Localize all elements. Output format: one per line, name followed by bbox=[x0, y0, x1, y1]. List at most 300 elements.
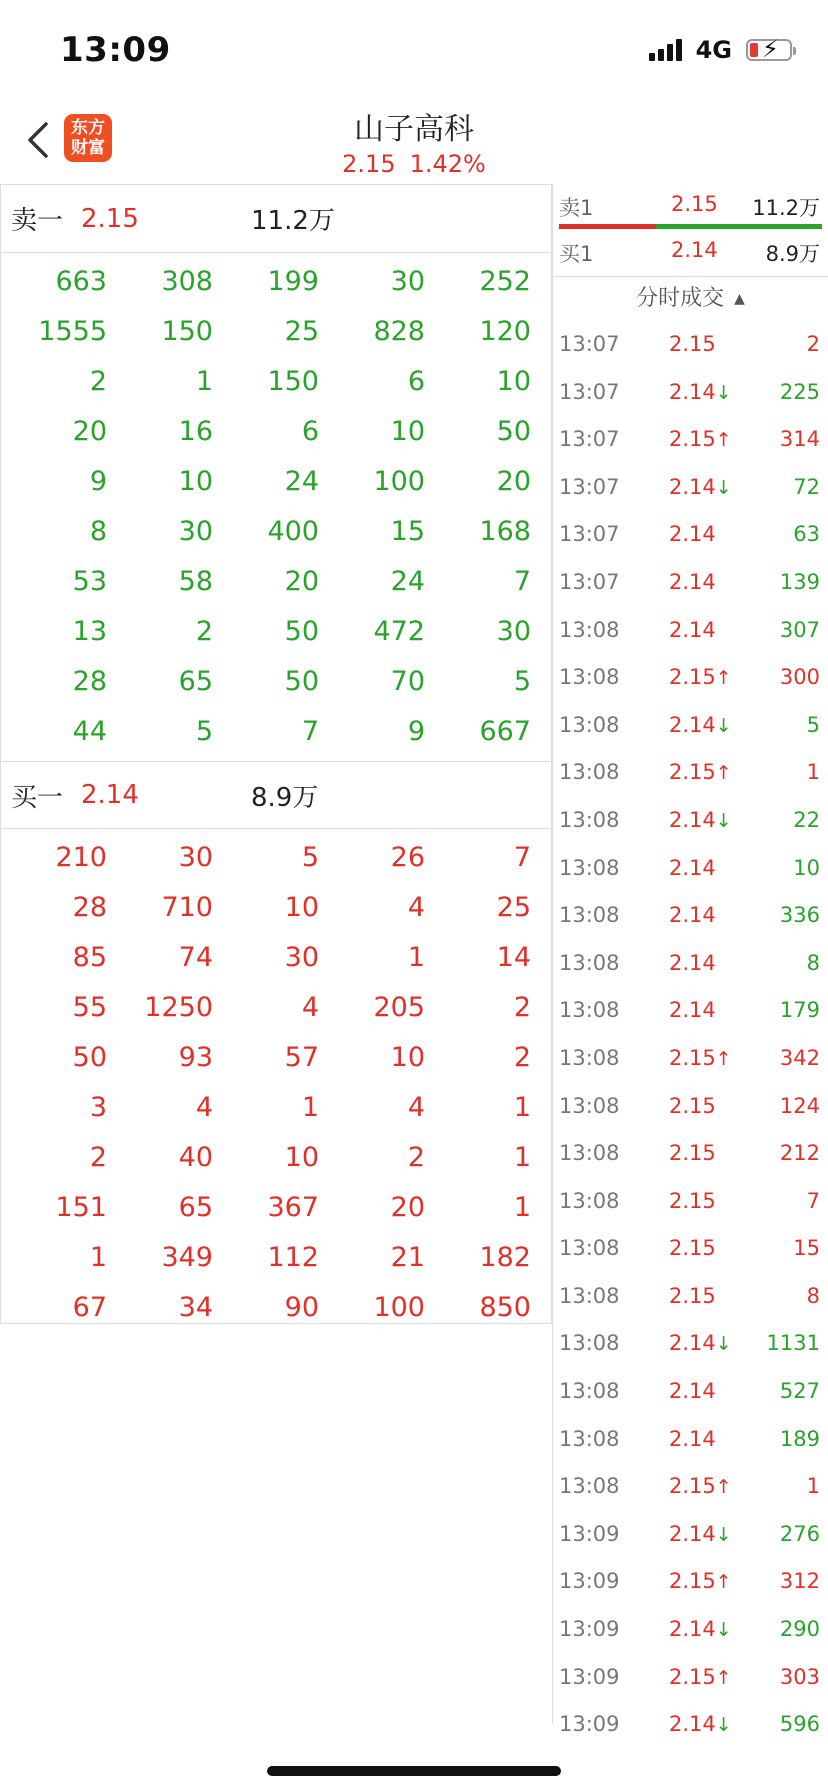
logo-text-line2: 财富 bbox=[71, 138, 105, 158]
tick-volume: 63 bbox=[793, 522, 820, 547]
sell-queue-cell: 150 bbox=[161, 316, 213, 347]
sell-queue-row bbox=[1, 457, 551, 507]
tick-volume: 336 bbox=[779, 903, 820, 928]
buy-queue-row bbox=[1, 1183, 551, 1233]
tick-price bbox=[669, 1665, 732, 1689]
tick-price bbox=[669, 1427, 716, 1451]
sell-queue-cell: 15 bbox=[390, 516, 425, 547]
tick-volume: 276 bbox=[779, 1521, 820, 1546]
sell-queue-cell: 25 bbox=[284, 316, 319, 347]
ticks-title-button[interactable] bbox=[553, 276, 828, 320]
buy-queue-cell: 2 bbox=[513, 992, 531, 1023]
tick-row bbox=[553, 939, 828, 987]
buy-queue-cell: 57 bbox=[284, 1042, 319, 1073]
sell-queue-cell: 16 bbox=[178, 416, 213, 447]
tick-row bbox=[553, 1605, 828, 1653]
sell1-header bbox=[1, 185, 551, 253]
sell-queue-cell: 20 bbox=[496, 466, 531, 497]
tick-row bbox=[553, 796, 828, 844]
tick-price bbox=[669, 332, 716, 356]
buy1-price: 2.14 bbox=[81, 780, 139, 810]
buy-queue-cell: 182 bbox=[479, 1242, 531, 1273]
sell-queue-cell: 9 bbox=[89, 466, 107, 497]
buy-queue-cell: 26 bbox=[390, 842, 425, 873]
sell-queue-cell: 150 bbox=[267, 366, 319, 397]
sell-queue-cell: 9 bbox=[407, 716, 425, 747]
sell-queue-cell: 308 bbox=[161, 266, 213, 297]
sell-queue-row bbox=[1, 607, 551, 657]
tick-volume: 10 bbox=[793, 855, 820, 880]
tick-volume: 212 bbox=[779, 1141, 820, 1166]
tick-time: 13:09 bbox=[559, 1521, 620, 1546]
tick-volume: 5 bbox=[806, 712, 820, 737]
sell-queue-row bbox=[1, 707, 551, 757]
tick-price-value: 2.15 bbox=[669, 665, 716, 690]
battery-icon: ⚡ bbox=[746, 39, 792, 61]
tick-price bbox=[669, 1379, 716, 1403]
status-time: 13:09 bbox=[60, 30, 171, 70]
tick-price bbox=[669, 1569, 732, 1593]
sell-queue-cell: 53 bbox=[72, 566, 107, 597]
sell-queue-cell: 199 bbox=[267, 266, 319, 297]
buy1-label: 买一 bbox=[11, 782, 64, 813]
tick-price-value: 2.14 bbox=[669, 569, 716, 594]
tick-time: 13:09 bbox=[559, 1712, 620, 1737]
tick-volume: 8 bbox=[806, 950, 820, 975]
tick-time: 13:08 bbox=[559, 1426, 620, 1451]
buy-queue-cell: 367 bbox=[267, 1192, 319, 1223]
tick-time: 13:08 bbox=[559, 712, 620, 737]
tick-price bbox=[669, 713, 732, 737]
sell-queue-cell: 6 bbox=[407, 366, 425, 397]
buy-queue-cell: 93 bbox=[178, 1042, 213, 1073]
tick-price-value: 2.15 bbox=[669, 1569, 716, 1594]
sell-queue-cell: 1 bbox=[195, 366, 213, 397]
tick-volume: 2 bbox=[806, 332, 820, 356]
tick-volume: 7 bbox=[806, 1188, 820, 1213]
tick-volume: 290 bbox=[779, 1617, 820, 1642]
buy-queue-cell: 10 bbox=[390, 1042, 425, 1073]
sell-queue-cell: 6 bbox=[301, 416, 319, 447]
sell-queue-row bbox=[1, 557, 551, 607]
tick-price-value: 2.14 bbox=[669, 474, 716, 499]
buy-queue-cell: 28 bbox=[72, 892, 107, 923]
sell-queue-cell: 2 bbox=[195, 616, 213, 647]
ask1-label: 卖1 bbox=[559, 196, 594, 220]
tick-price bbox=[669, 1094, 716, 1118]
tick-volume: 300 bbox=[779, 665, 820, 690]
sell-queue-cell: 10 bbox=[178, 466, 213, 497]
ticks-panel bbox=[552, 184, 828, 1737]
tick-time: 13:07 bbox=[559, 379, 620, 404]
tick-price-value: 2.15 bbox=[669, 1045, 716, 1070]
tick-time: 13:07 bbox=[559, 569, 620, 594]
sell-queue bbox=[1, 253, 551, 757]
sell-queue-cell: 7 bbox=[513, 566, 531, 597]
tick-row bbox=[553, 1177, 828, 1225]
buy-queue-cell: 3 bbox=[89, 1092, 107, 1123]
tick-volume: 312 bbox=[779, 1569, 820, 1594]
tick-price-value: 2.14 bbox=[669, 903, 716, 928]
tick-row bbox=[553, 558, 828, 606]
tick-time: 13:08 bbox=[559, 617, 620, 642]
sell-queue-cell: 168 bbox=[479, 516, 531, 547]
tick-price bbox=[669, 1474, 732, 1498]
tick-row bbox=[553, 1653, 828, 1701]
tick-price-value: 2.14 bbox=[669, 1426, 716, 1451]
tick-price-value: 2.15 bbox=[669, 1664, 716, 1689]
buy-queue-cell: 85 bbox=[72, 942, 107, 973]
tick-time: 13:08 bbox=[559, 1379, 620, 1404]
tick-row bbox=[553, 1082, 828, 1130]
sell-queue-cell: 50 bbox=[284, 616, 319, 647]
tick-volume: 596 bbox=[779, 1712, 820, 1737]
arrow-up-icon: ↑ bbox=[715, 1476, 732, 1499]
buy-queue-cell: 55 bbox=[72, 992, 107, 1023]
buy1-header bbox=[1, 761, 551, 829]
tick-price-value: 2.14 bbox=[669, 617, 716, 642]
stock-name: 山子高科 bbox=[354, 112, 474, 147]
tick-price-value: 2.14 bbox=[669, 950, 716, 975]
sell-queue-cell: 828 bbox=[373, 316, 425, 347]
arrow-down-icon: ↓ bbox=[715, 1619, 732, 1642]
buy-queue-cell: 1 bbox=[301, 1092, 319, 1123]
buy-queue-cell: 14 bbox=[496, 942, 531, 973]
tick-price bbox=[669, 665, 732, 689]
buy-queue-cell: 100 bbox=[373, 1292, 425, 1323]
ask1-volume: 11.2万 bbox=[752, 196, 820, 220]
sell-queue-cell: 667 bbox=[479, 716, 531, 747]
buy-queue-row bbox=[1, 1083, 551, 1133]
sell-queue-cell: 2 bbox=[89, 366, 107, 397]
status-indicators bbox=[649, 36, 792, 64]
buy-queue-cell: 2 bbox=[89, 1142, 107, 1173]
buy-queue-cell: 1250 bbox=[144, 992, 213, 1023]
tick-volume: 225 bbox=[779, 379, 820, 404]
buy-queue-cell: 50 bbox=[72, 1042, 107, 1073]
tick-time: 13:08 bbox=[559, 1141, 620, 1166]
tick-price-value: 2.14 bbox=[669, 1712, 716, 1737]
arrow-down-icon: ↓ bbox=[715, 381, 732, 404]
tick-volume: 189 bbox=[779, 1426, 820, 1451]
tick-volume: 1 bbox=[806, 1474, 820, 1499]
sell-queue-cell: 252 bbox=[479, 266, 531, 297]
buy-queue-cell: 710 bbox=[161, 892, 213, 923]
tick-price bbox=[669, 951, 716, 975]
stock-header bbox=[0, 96, 828, 186]
tick-row bbox=[553, 844, 828, 892]
tick-price bbox=[669, 427, 732, 451]
buy-queue-cell: 20 bbox=[390, 1192, 425, 1223]
sell1-volume: 11.2万 bbox=[251, 206, 335, 236]
tick-price bbox=[669, 1141, 716, 1165]
buy-queue-cell: 2 bbox=[407, 1142, 425, 1173]
tick-price bbox=[669, 618, 716, 642]
tick-price-value: 2.14 bbox=[669, 1379, 716, 1404]
tick-price bbox=[669, 1189, 716, 1213]
buy-queue-cell: 4 bbox=[407, 1092, 425, 1123]
sell-queue-cell: 5 bbox=[195, 716, 213, 747]
buy-queue-cell: 65 bbox=[178, 1192, 213, 1223]
sell-queue-cell: 120 bbox=[479, 316, 531, 347]
buy-queue-cell: 1 bbox=[513, 1092, 531, 1123]
arrow-down-icon: ↓ bbox=[715, 1714, 732, 1737]
tick-row bbox=[553, 1700, 828, 1748]
buy-queue-cell: 25 bbox=[496, 892, 531, 923]
tick-volume: 124 bbox=[779, 1093, 820, 1118]
sell-queue-cell: 58 bbox=[178, 566, 213, 597]
tick-time: 13:09 bbox=[559, 1617, 620, 1642]
sell-queue-cell: 30 bbox=[496, 616, 531, 647]
buy-queue-cell: 850 bbox=[479, 1292, 531, 1323]
tick-time: 13:08 bbox=[559, 950, 620, 975]
tick-price-value: 2.14 bbox=[669, 1617, 716, 1642]
tick-price bbox=[669, 903, 716, 927]
sell-queue-cell: 10 bbox=[496, 366, 531, 397]
tick-row bbox=[553, 1224, 828, 1272]
buy-queue bbox=[1, 829, 551, 1333]
sell-queue-cell: 70 bbox=[390, 666, 425, 697]
bid1-price: 2.14 bbox=[671, 238, 718, 262]
sell-queue-row bbox=[1, 257, 551, 307]
tick-row bbox=[553, 463, 828, 511]
arrow-down-icon: ↓ bbox=[715, 1333, 732, 1356]
tick-price-value: 2.15 bbox=[669, 332, 716, 356]
buy-queue-row bbox=[1, 1033, 551, 1083]
buy-queue-cell: 5 bbox=[301, 842, 319, 873]
buy-queue-cell: 10 bbox=[284, 892, 319, 923]
ticks-list[interactable] bbox=[553, 320, 828, 1748]
tick-row bbox=[553, 1034, 828, 1082]
buy-queue-row bbox=[1, 833, 551, 883]
arrow-up-icon: ↑ bbox=[715, 1047, 732, 1070]
tick-time: 13:09 bbox=[559, 1569, 620, 1594]
tick-row bbox=[553, 606, 828, 654]
tick-row bbox=[553, 510, 828, 558]
tick-volume: 72 bbox=[793, 474, 820, 499]
tick-price bbox=[669, 998, 716, 1022]
buy-queue-cell: 4 bbox=[195, 1092, 213, 1123]
buy-queue-cell: 349 bbox=[161, 1242, 213, 1273]
tick-volume: 527 bbox=[779, 1379, 820, 1404]
buy-queue-row bbox=[1, 1283, 551, 1333]
buy-queue-cell: 1 bbox=[513, 1142, 531, 1173]
tick-volume: 8 bbox=[806, 1283, 820, 1308]
buy-queue-row bbox=[1, 1133, 551, 1183]
tick-price-value: 2.14 bbox=[669, 1521, 716, 1546]
tick-price bbox=[669, 522, 716, 546]
tick-volume: 303 bbox=[779, 1664, 820, 1689]
tick-volume: 139 bbox=[779, 569, 820, 594]
tick-row bbox=[553, 1462, 828, 1510]
tick-price bbox=[669, 1712, 732, 1736]
tick-price-value: 2.15 bbox=[669, 1188, 716, 1213]
bid1-row bbox=[553, 230, 828, 270]
buy-queue-cell: 30 bbox=[284, 942, 319, 973]
buy-queue-cell: 2 bbox=[513, 1042, 531, 1073]
sell-queue-cell: 65 bbox=[178, 666, 213, 697]
tick-row bbox=[553, 1510, 828, 1558]
sell-queue-cell: 8 bbox=[89, 516, 107, 547]
sell-queue-cell: 400 bbox=[267, 516, 319, 547]
tick-price-value: 2.15 bbox=[669, 1236, 716, 1261]
tick-volume: 22 bbox=[793, 807, 820, 832]
tick-price bbox=[669, 1284, 716, 1308]
tick-price bbox=[669, 856, 716, 880]
buy-queue-cell: 90 bbox=[284, 1292, 319, 1323]
sell-queue-cell: 5 bbox=[513, 666, 531, 697]
tick-time: 13:07 bbox=[559, 522, 620, 547]
tick-row bbox=[553, 415, 828, 463]
change-percent: 1.42% bbox=[409, 150, 486, 178]
tick-price-value: 2.15 bbox=[669, 427, 716, 452]
arrow-down-icon: ↓ bbox=[715, 1523, 732, 1546]
buy-queue-cell: 1 bbox=[89, 1242, 107, 1273]
tick-time: 13:07 bbox=[559, 427, 620, 452]
ask-ratio-segment bbox=[559, 224, 656, 229]
sell-queue-cell: 20 bbox=[284, 566, 319, 597]
bid1-volume: 8.9万 bbox=[765, 242, 820, 266]
tick-row bbox=[553, 1272, 828, 1320]
sell-queue-cell: 1555 bbox=[38, 316, 107, 347]
tick-volume: 15 bbox=[793, 1236, 820, 1261]
tick-row bbox=[553, 1367, 828, 1415]
tick-price-value: 2.14 bbox=[669, 998, 716, 1023]
tick-row bbox=[553, 1557, 828, 1605]
tick-price-value: 2.14 bbox=[669, 855, 716, 880]
tick-price bbox=[669, 1236, 716, 1260]
sell-queue-cell: 472 bbox=[373, 616, 425, 647]
tick-row bbox=[553, 748, 828, 796]
tick-time: 13:08 bbox=[559, 1188, 620, 1213]
sell-queue-cell: 30 bbox=[390, 266, 425, 297]
sell-queue-cell: 663 bbox=[55, 266, 107, 297]
tick-price bbox=[669, 570, 716, 594]
buy-queue-cell: 205 bbox=[373, 992, 425, 1023]
tick-price bbox=[669, 1522, 732, 1546]
logo-text-line1: 东方 bbox=[71, 118, 105, 138]
sell-queue-cell: 44 bbox=[72, 716, 107, 747]
buy-queue-row bbox=[1, 1233, 551, 1283]
sell-queue-row bbox=[1, 407, 551, 457]
buy-queue-cell: 30 bbox=[178, 842, 213, 873]
buy-queue-cell: 40 bbox=[178, 1142, 213, 1173]
tick-row bbox=[553, 986, 828, 1034]
tick-price-value: 2.14 bbox=[669, 807, 716, 832]
buy-queue-cell: 4 bbox=[407, 892, 425, 923]
tick-price bbox=[669, 1617, 732, 1641]
tick-time: 13:08 bbox=[559, 1283, 620, 1308]
tick-price-value: 2.14 bbox=[669, 1331, 716, 1356]
tick-price-value: 2.15 bbox=[669, 1283, 716, 1308]
current-price: 2.15 bbox=[342, 150, 396, 178]
sell-queue-row bbox=[1, 357, 551, 407]
network-type: 4G bbox=[695, 36, 732, 64]
tick-price-value: 2.15 bbox=[669, 1474, 716, 1499]
tick-time: 13:08 bbox=[559, 1474, 620, 1499]
buy-queue-row bbox=[1, 883, 551, 933]
buy-queue-cell: 1 bbox=[407, 942, 425, 973]
tick-volume: 342 bbox=[779, 1045, 820, 1070]
buy-queue-row bbox=[1, 983, 551, 1033]
tick-time: 13:08 bbox=[559, 760, 620, 785]
tick-price-value: 2.15 bbox=[669, 1141, 716, 1166]
home-indicator[interactable] bbox=[267, 1766, 561, 1776]
sort-up-icon: ▲ bbox=[734, 291, 745, 307]
buy-queue-cell: 1 bbox=[513, 1192, 531, 1223]
buy-queue-row bbox=[1, 933, 551, 983]
tick-price bbox=[669, 1046, 732, 1070]
buy-queue-cell: 10 bbox=[284, 1142, 319, 1173]
sell-queue-row bbox=[1, 507, 551, 557]
sell-queue-cell: 50 bbox=[496, 416, 531, 447]
buy-queue-cell: 4 bbox=[301, 992, 319, 1023]
tick-time: 13:08 bbox=[559, 998, 620, 1023]
tick-volume: 1 bbox=[806, 760, 820, 785]
stock-quote bbox=[0, 150, 828, 178]
tick-price bbox=[669, 380, 732, 404]
buy1-volume: 8.9万 bbox=[251, 782, 319, 813]
arrow-down-icon: ↓ bbox=[715, 714, 732, 737]
sell-queue-row bbox=[1, 307, 551, 357]
tick-row bbox=[553, 701, 828, 749]
sell-queue-row bbox=[1, 657, 551, 707]
tick-time: 13:07 bbox=[559, 474, 620, 499]
tick-price bbox=[669, 475, 732, 499]
signal-icon bbox=[649, 39, 682, 61]
buy-queue-cell: 151 bbox=[55, 1192, 107, 1223]
tick-time: 13:08 bbox=[559, 855, 620, 880]
tick-time: 13:08 bbox=[559, 1045, 620, 1070]
tick-time: 13:09 bbox=[559, 1664, 620, 1689]
tick-volume: 314 bbox=[779, 427, 820, 452]
tick-row bbox=[553, 1129, 828, 1177]
ask1-row bbox=[553, 184, 828, 224]
tick-time: 13:08 bbox=[559, 1236, 620, 1261]
tick-volume: 307 bbox=[779, 617, 820, 642]
tick-price-value: 2.15 bbox=[669, 1093, 716, 1118]
sell-queue-cell: 20 bbox=[72, 416, 107, 447]
tick-row bbox=[553, 1415, 828, 1463]
tick-time: 13:07 bbox=[559, 332, 620, 356]
arrow-down-icon: ↓ bbox=[715, 476, 732, 499]
sell-queue-cell: 100 bbox=[373, 466, 425, 497]
tick-price bbox=[669, 1331, 732, 1355]
ask1-price: 2.15 bbox=[671, 192, 718, 216]
buy-queue-cell: 210 bbox=[55, 842, 107, 873]
sell-queue-cell: 13 bbox=[72, 616, 107, 647]
arrow-down-icon: ↓ bbox=[715, 809, 732, 832]
tick-price-value: 2.14 bbox=[669, 379, 716, 404]
tick-time: 13:08 bbox=[559, 903, 620, 928]
tick-time: 13:08 bbox=[559, 807, 620, 832]
buy-queue-cell: 112 bbox=[267, 1242, 319, 1273]
buy-queue-cell: 67 bbox=[72, 1292, 107, 1323]
tick-price-value: 2.14 bbox=[669, 712, 716, 737]
sell-queue-cell: 50 bbox=[284, 666, 319, 697]
sell-queue-cell: 24 bbox=[284, 466, 319, 497]
ticks-title: 分时成交 bbox=[636, 286, 725, 311]
tick-volume: 1131 bbox=[766, 1331, 820, 1356]
buy-queue-cell: 7 bbox=[513, 842, 531, 873]
tick-row bbox=[553, 1319, 828, 1367]
sell-queue-cell: 10 bbox=[390, 416, 425, 447]
sell-queue-cell: 28 bbox=[72, 666, 107, 697]
tick-price-value: 2.14 bbox=[669, 522, 716, 547]
arrow-up-icon: ↑ bbox=[715, 762, 732, 785]
tick-row bbox=[553, 320, 828, 368]
arrow-up-icon: ↑ bbox=[715, 667, 732, 690]
